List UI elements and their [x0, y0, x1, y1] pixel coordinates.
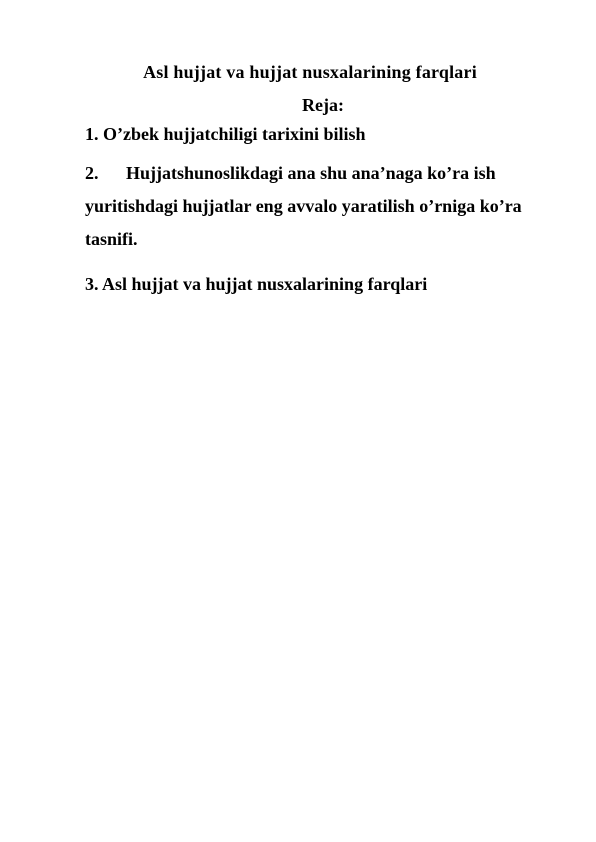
- plan-item-1: [85, 122, 366, 146]
- plan-item-number: 1.: [85, 124, 99, 144]
- page-title: Asl hujjat va hujjat nusxalarining farqlari: [143, 62, 477, 82]
- plan-item-text: O’zbek hujjatchiligi tarixini bilish: [103, 124, 366, 144]
- plan-item-text: Asl hujjat va hujjat nusxalarining farqlari: [102, 274, 428, 294]
- plan-item-2: [85, 157, 545, 256]
- plan-item-text: Hujjatshunoslikdagi ana shu ana’naga ko’ra ish yuritishdagi hujjatlar eng avvalo yaratilish o’rniga ko’ra tasnifi.: [85, 163, 522, 249]
- plan-item-number: 2.: [85, 163, 99, 183]
- plan-item-number: 3.: [85, 274, 99, 294]
- plan-item-3: [85, 272, 427, 296]
- plan-heading: Reja:: [302, 95, 344, 115]
